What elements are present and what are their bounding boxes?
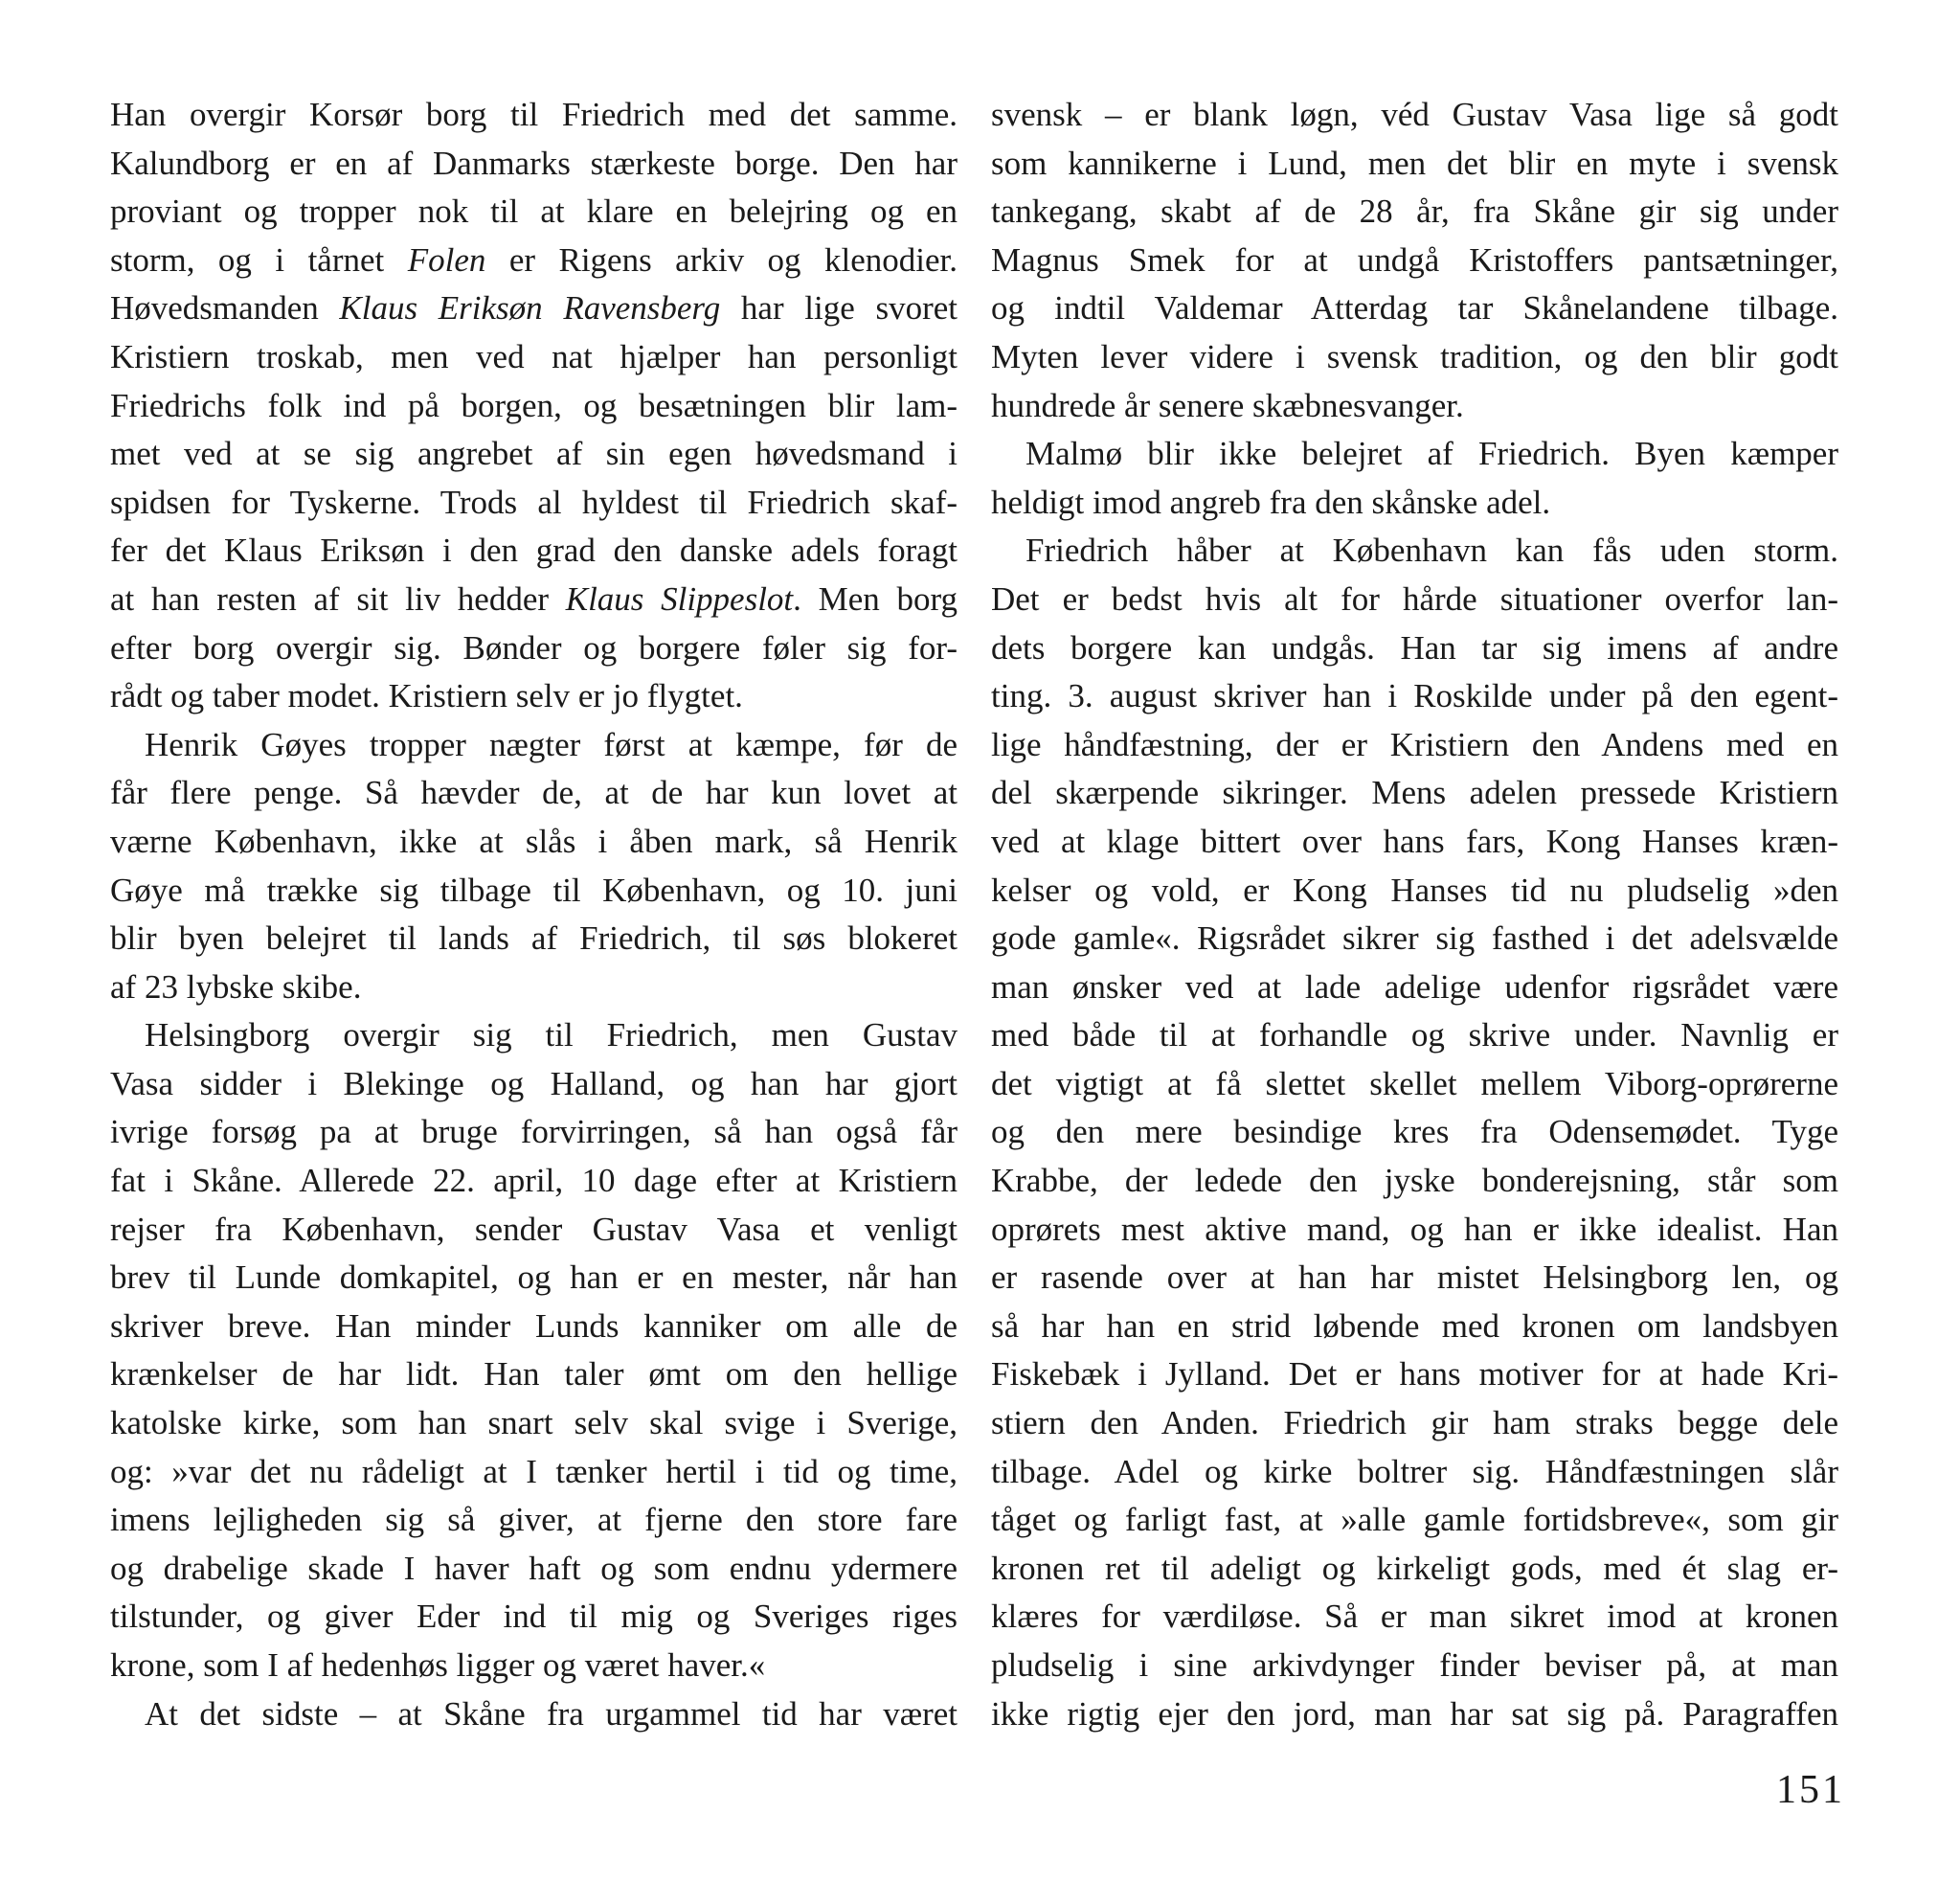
text-line: imens lejligheden sig så giver, at fjerne den store fare bbox=[110, 1501, 958, 1539]
text-line: man ønsker ved at lade adelige udenfor rigsrådet være bbox=[991, 967, 1838, 1006]
text-line: og indtil Valdemar Atterdag tar Skånelandene tilbage. bbox=[991, 289, 1838, 328]
text-line: efter borg overgir sig. Bønder og borgere føler sig for- bbox=[110, 628, 958, 667]
text-line: oprørets mest aktive mand, og han er ikke idealist. Han bbox=[991, 1210, 1838, 1248]
text-line: og den mere besindige kres fra Odensemødet. Tyge bbox=[991, 1113, 1838, 1151]
text-line: Krabbe, der ledede den jyske bonderejsning, står som bbox=[991, 1162, 1838, 1200]
text-line: skriver breve. Han minder Lunds kanniker om alle de bbox=[110, 1306, 958, 1345]
text-line: gode gamle«. Rigsrådet sikrer sig fasthed i det adelsvælde bbox=[991, 919, 1838, 958]
text-line: fat i Skåne. Allerede 22. april, 10 dage efter at Kristiern bbox=[110, 1162, 958, 1200]
text-line: tilstunder, og giver Eder ind til mig og Sveriges riges bbox=[110, 1598, 958, 1636]
text-line bbox=[110, 284, 958, 333]
text-line: tilbage. Adel og kirke boltrer sig. Håndfæstningen slår bbox=[991, 1452, 1838, 1490]
italic-name: Klaus Slippeslot bbox=[565, 579, 794, 618]
text-line: svensk – er blank løgn, véd Gustav Vasa lige så godt bbox=[991, 96, 1838, 133]
text-line: stiern den Anden. Friedrich gir ham straks begge dele bbox=[991, 1404, 1838, 1442]
text-line: Magnus Smek for at undgå Kristoffers pantsætninger, bbox=[991, 240, 1838, 279]
text-line: rejser fra København, sender Gustav Vasa et venligt bbox=[110, 1210, 958, 1248]
text-line: Gøye må trække sig tilbage til København, og 10. juni bbox=[110, 871, 958, 909]
text-line: At det sidste – at Skåne fra urgammel tid har været bbox=[145, 1694, 958, 1733]
text-line: krænkelser de har lidt. Han taler ømt om den hellige bbox=[110, 1355, 958, 1394]
text-line: Kalundborg er en af Danmarks stærkeste borge. Den har bbox=[110, 144, 958, 182]
text-line: Kristiern troskab, men ved nat hjælper han personligt bbox=[110, 337, 958, 375]
line-segment: Høvedsmanden bbox=[110, 289, 340, 328]
line-segment: har lige svoret bbox=[720, 289, 958, 328]
right-text-column bbox=[991, 91, 1838, 1738]
text-line: ivrige forsøg pa at bruge forvirringen, så han også får bbox=[110, 1113, 958, 1151]
text-line: ting. 3. august skriver han i Roskilde under på den egent- bbox=[991, 677, 1838, 715]
text-line: ved at klage bittert over hans fars, Kong Hanses kræn- bbox=[991, 822, 1838, 860]
text-line: Friedrichs folk ind på borgen, og besætningen blir lam- bbox=[110, 386, 958, 424]
text-line: spidsen for Tyskerne. Trods al hyldest til Friedrich skaf- bbox=[110, 483, 958, 521]
text-line: Det er bedst hvis alt for hårde situationer overfor lan- bbox=[991, 579, 1838, 618]
text-line: Vasa sidder i Blekinge og Halland, og han har gjort bbox=[110, 1064, 958, 1102]
line-segment: at han resten af sit liv hedder bbox=[110, 579, 566, 618]
text-line: fer det Klaus Eriksøn i den grad den danske adels foragt bbox=[110, 532, 958, 570]
text-line: Fiskebæk i Jylland. Det er hans motiver for at hade Kri- bbox=[991, 1355, 1838, 1394]
text-line: heldigt imod angreb fra den skånske adel. bbox=[991, 483, 1551, 521]
text-line: kronen ret til adeligt og kirkeligt gods, med ét slag er- bbox=[991, 1549, 1838, 1587]
text-line bbox=[110, 237, 958, 285]
line-segment: . Men borg bbox=[793, 579, 958, 618]
text-line: pludselig i sine arkivdynger finder beviser på, at man bbox=[991, 1646, 1838, 1684]
text-line: Helsingborg overgir sig til Friedrich, men Gustav bbox=[145, 1016, 958, 1054]
text-line: og: »var det nu rådeligt at I tænker hertil i tid og time, bbox=[110, 1452, 958, 1490]
text-line: tåget og farligt fast, at »alle gamle fortidsbreve«, som gir bbox=[991, 1501, 1838, 1539]
text-line: dets borgere kan undgås. Han tar sig imens af andre bbox=[991, 628, 1838, 667]
text-line: krone, som I af hedenhøs ligger og været haver.« bbox=[110, 1646, 766, 1684]
text-line: som kannikerne i Lund, men det blir en myte i svensk bbox=[991, 144, 1838, 182]
text-line: med både til at forhandle og skrive under. Navnlig er bbox=[991, 1016, 1838, 1054]
text-line: så har han en strid løbende med kronen om landsbyen bbox=[991, 1306, 1838, 1345]
text-line: Myten lever videre i svensk tradition, og den blir godt bbox=[991, 337, 1838, 375]
text-line: Han overgir Korsør borg til Friedrich med det samme. bbox=[110, 96, 958, 133]
text-line: Friedrich håber at København kan fås uden storm. bbox=[1025, 532, 1838, 570]
italic-name: Klaus Eriksøn Ravensberg bbox=[339, 289, 721, 328]
italic-name: Folen bbox=[407, 240, 486, 279]
text-line: katolske kirke, som han snart selv skal svige i Sverige, bbox=[110, 1404, 958, 1442]
text-line: brev til Lunde domkapitel, og han er en mester, når han bbox=[110, 1258, 958, 1297]
text-line: tankegang, skabt af de 28 år, fra Skåne gir sig under bbox=[991, 193, 1838, 231]
text-line: det vigtigt at få slettet skellet mellem Viborg-oprørerne bbox=[991, 1064, 1838, 1102]
left-text-column bbox=[110, 91, 958, 1738]
line-segment: er Rigens arkiv og klenodier. bbox=[485, 240, 958, 279]
text-line: hundrede år senere skæbnesvanger. bbox=[991, 386, 1464, 424]
text-line: proviant og tropper nok til at klare en belejring og en bbox=[110, 193, 958, 231]
text-line: får flere penge. Så hævder de, at de har kun lovet at bbox=[110, 774, 958, 812]
text-line: ikke rigtig ejer den jord, man har sat sig på. Paragraffen bbox=[991, 1694, 1838, 1733]
text-line bbox=[110, 576, 958, 624]
text-line: Henrik Gøyes tropper nægter først at kæmpe, før de bbox=[145, 725, 958, 763]
text-line: blir byen belejret til lands af Friedrich, til søs blokeret bbox=[110, 919, 958, 958]
text-line: lige håndfæstning, der er Kristiern den Andens med en bbox=[991, 725, 1838, 763]
text-line: Malmø blir ikke belejret af Friedrich. Byen kæmper bbox=[1025, 435, 1838, 473]
line-segment: storm, og i tårnet bbox=[110, 240, 408, 279]
text-line: værne København, ikke at slås i åben mark, så Henrik bbox=[110, 822, 958, 860]
text-line: rådt og taber modet. Kristiern selv er jo flygtet. bbox=[110, 677, 743, 715]
text-line: af 23 lybske skibe. bbox=[110, 967, 362, 1006]
text-line: og drabelige skade I haver haft og som endnu ydermere bbox=[110, 1549, 958, 1587]
text-line: met ved at se sig angrebet af sin egen høvedsmand i bbox=[110, 435, 958, 473]
page-number: 151 bbox=[1776, 1768, 1845, 1812]
text-line: del skærpende sikringer. Mens adelen pressede Kristiern bbox=[991, 774, 1838, 812]
text-line: kelser og vold, er Kong Hanses tid nu pludselig »den bbox=[991, 871, 1838, 909]
text-line: klæres for værdiløse. Så er man sikret imod at kronen bbox=[991, 1598, 1838, 1636]
text-line: er rasende over at han har mistet Helsingborg len, og bbox=[991, 1258, 1838, 1297]
